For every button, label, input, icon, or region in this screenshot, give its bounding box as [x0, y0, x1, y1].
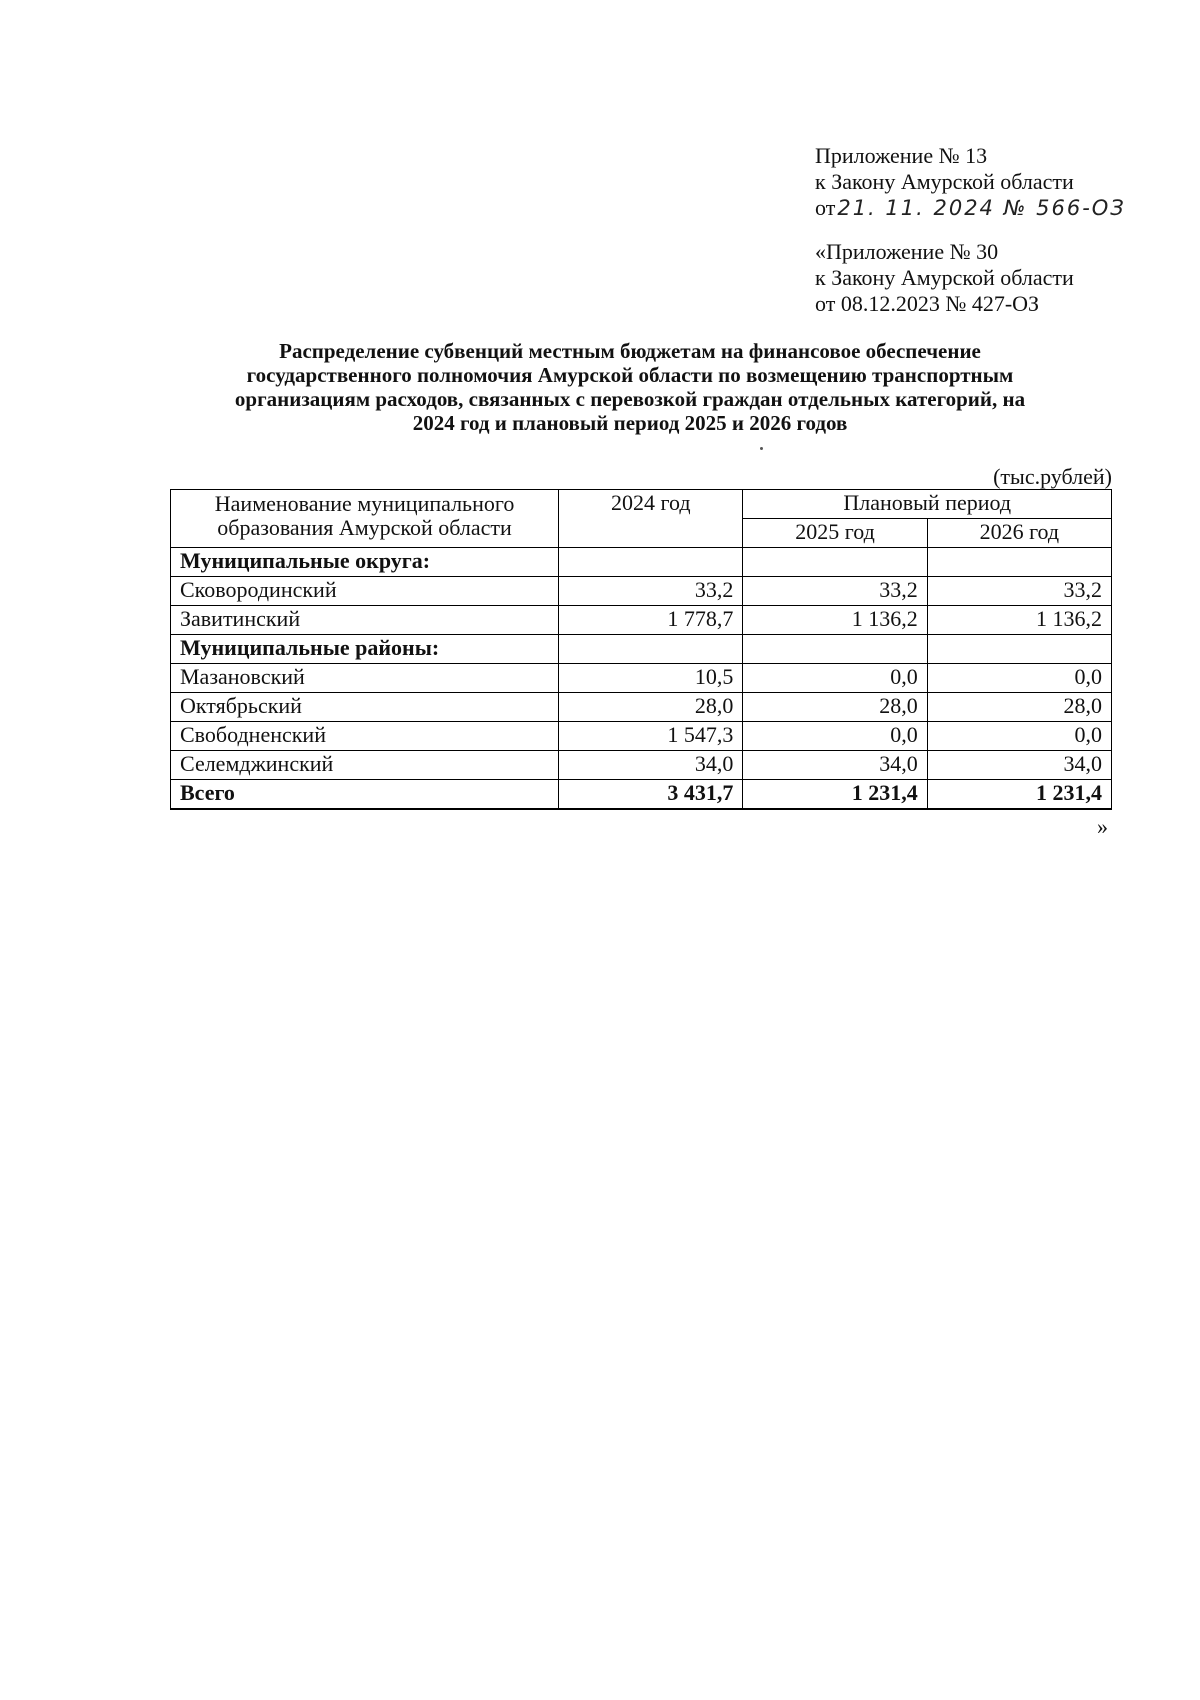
title-line-3: организациям расходов, связанных с перевозкой граждан отдельных категорий, на	[234, 387, 1026, 411]
row-2025: 0,0	[743, 722, 927, 751]
title-line-2: государственного полномочия Амурской области по возмещению транспортным	[246, 363, 1014, 387]
total-label: Всего	[171, 780, 559, 810]
row-2026: 1 136,2	[927, 606, 1111, 635]
header-municipality	[171, 490, 559, 548]
appendix-current-date-prefix: от	[815, 195, 836, 220]
appendix-original-date: от 08.12.2023 № 427-ОЗ	[815, 291, 1040, 316]
row-2025: 33,2	[743, 577, 927, 606]
row-name: Селемджинский	[171, 751, 559, 780]
table-row	[171, 751, 1112, 780]
row-2025: 34,0	[743, 751, 927, 780]
appendix-original-number: «Приложение № 30	[815, 239, 999, 264]
appendix-original-block	[815, 239, 1074, 317]
row-name: Октябрьский	[171, 693, 559, 722]
header-2026: 2026 год	[927, 519, 1111, 548]
row-2026: 0,0	[927, 664, 1111, 693]
row-2025: 1 136,2	[743, 606, 927, 635]
row-2024: 1 778,7	[559, 606, 743, 635]
handwritten-date-number: 21. 11. 2024 № 566-ОЗ	[837, 196, 1126, 220]
row-2026: 0,0	[927, 722, 1111, 751]
total-2024: 3 431,7	[559, 780, 743, 810]
title-line-1: Распределение субвенций местным бюджетам на финансовое обеспечение	[279, 339, 981, 363]
row-2026: 33,2	[927, 577, 1111, 606]
title-line-4: 2024 год и плановый период 2025 и 2026 годов	[412, 411, 848, 435]
row-name: Сковородинский	[171, 577, 559, 606]
header-municipality-line1: Наименование муниципального	[214, 491, 515, 516]
row-2024: 28,0	[559, 693, 743, 722]
table-row	[171, 693, 1112, 722]
table-header-row-1	[171, 490, 1112, 519]
group-label: Муниципальные округа:	[171, 548, 559, 577]
appendix-original-law: к Закону Амурской области	[815, 265, 1074, 290]
total-2026: 1 231,4	[927, 780, 1111, 810]
table-row	[171, 722, 1112, 751]
document-title	[160, 339, 1100, 435]
row-2026: 34,0	[927, 751, 1111, 780]
subvention-table	[170, 489, 1112, 810]
appendix-current-law: к Закону Амурской области	[815, 169, 1074, 194]
group-row-rayony	[171, 635, 1112, 664]
header-2025: 2025 год	[743, 519, 927, 548]
group-label: Муниципальные районы:	[171, 635, 559, 664]
table-row	[171, 664, 1112, 693]
header-municipality-line2: образования Амурской области	[217, 515, 512, 540]
group-row-okruga	[171, 548, 1112, 577]
appendix-current-date-line	[815, 195, 1126, 221]
header-planned-period: Плановый период	[743, 490, 1112, 519]
table-row	[171, 577, 1112, 606]
row-name: Свободненский	[171, 722, 559, 751]
header-2024: 2024 год	[559, 490, 743, 548]
appendix-current-block	[815, 143, 1126, 221]
row-2025: 0,0	[743, 664, 927, 693]
row-2024: 1 547,3	[559, 722, 743, 751]
row-2024: 33,2	[559, 577, 743, 606]
row-2024: 34,0	[559, 751, 743, 780]
appendix-current-number: Приложение № 13	[815, 143, 988, 168]
total-row	[171, 780, 1112, 810]
table-row	[171, 606, 1112, 635]
units-label: (тыс.рублей)	[993, 464, 1112, 489]
closing-quote: »	[1097, 814, 1108, 839]
total-2025: 1 231,4	[743, 780, 927, 810]
row-name: Завитинский	[171, 606, 559, 635]
scan-speck	[760, 447, 763, 450]
row-2026: 28,0	[927, 693, 1111, 722]
row-2024: 10,5	[559, 664, 743, 693]
row-2025: 28,0	[743, 693, 927, 722]
row-name: Мазановский	[171, 664, 559, 693]
